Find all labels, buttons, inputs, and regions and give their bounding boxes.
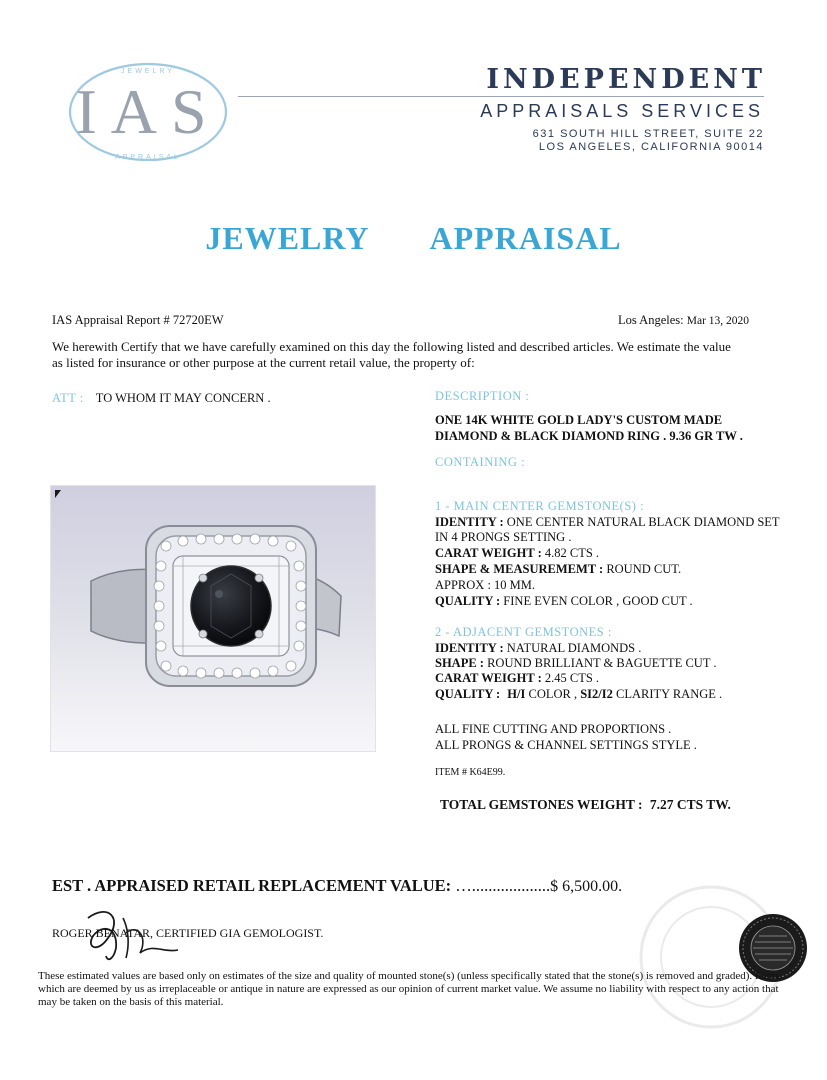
ring-photo — [50, 485, 376, 752]
appraised-value-row — [52, 876, 622, 896]
certify-line2: as listed for insurance or other purpose at the current retail value, the property of: — [52, 355, 475, 370]
report-date — [618, 313, 749, 328]
att-row — [52, 389, 271, 407]
total-weight-value: 7.27 CTS TW. — [649, 797, 731, 812]
location-label: Los Angeles: — [618, 313, 684, 327]
adjacent-gemstones-heading: 2 - ADJACENT GEMSTONES : — [435, 625, 612, 639]
main-quality-label: QUALITY : — [435, 594, 501, 608]
main-carat-label: CARAT WEIGHT : — [435, 546, 542, 560]
adjacent-shape-label: SHAPE : — [435, 656, 484, 670]
note-settings: ALL PRONGS & CHANNEL SETTINGS STYLE . — [435, 738, 697, 752]
date-value: Mar 13, 2020 — [686, 315, 750, 327]
adjacent-carat-row — [435, 671, 599, 686]
adjacent-shape-value: ROUND BRILLIANT & BAGUETTE CUT . — [487, 656, 717, 670]
company-address-line1: 631 SOUTH HILL STREET, SUITE 22 — [532, 128, 764, 140]
adjacent-carat-value: 2.45 CTS . — [544, 671, 600, 685]
description-label: DESCRIPTION : — [435, 389, 530, 403]
disclaimer: These estimated values are based only on estimates of the size and quality of mounted stone(s) (unless specifically stated that the stone(s) is removed and graded). Items which are deemed by us as irreplaceable or antique in nature are expressed as our opinion of current market value. We assume no liability with respect to any action that may be taken on the basis of this material. — [38, 970, 780, 1008]
main-identity-value: ONE CENTER NATURAL BLACK DIAMOND SET — [506, 515, 780, 529]
containing-label: CONTAINING : — [435, 455, 526, 469]
main-identity-label: IDENTITY : — [435, 515, 504, 529]
logo-ring-text-top: JEWELRY — [121, 68, 175, 75]
logo-ring-text-bottom: APPRAISAL — [115, 154, 181, 161]
main-shape-value: ROUND CUT. — [606, 562, 682, 576]
main-identity-row — [435, 515, 780, 530]
description-line2: DIAMOND & BLACK DIAMOND RING . 9.36 GR TW . — [435, 429, 743, 443]
certify-line1: We herewith Certify that we have carefully examined on this day the following listed and described articles. We estimate the value — [52, 339, 731, 354]
main-carat-value: 4.82 CTS . — [544, 546, 600, 560]
note-cutting: ALL FINE CUTTING AND PROPORTIONS . — [435, 722, 672, 736]
total-weight-row — [440, 797, 731, 813]
appraised-value-label: EST . APPRAISED RETAIL REPLACEMENT VALUE: — [52, 876, 452, 895]
company-address-line2: LOS ANGELES, CALIFORNIA 90014 — [538, 141, 764, 153]
adjacent-quality-color: H/I — [507, 687, 526, 701]
main-approx: APPROX : 10 MM. — [435, 578, 536, 592]
adjacent-identity-value: NATURAL DIAMONDS . — [506, 641, 642, 655]
adjacent-identity-label: IDENTITY : — [435, 641, 504, 655]
report-number — [52, 313, 224, 328]
main-carat-row — [435, 546, 599, 561]
document-title: JEWELRY APPRAISAL — [205, 220, 622, 256]
adjacent-quality-clarity-suffix: CLARITY RANGE . — [616, 687, 723, 701]
att-value: TO WHOM IT MAY CONCERN . — [95, 391, 271, 405]
main-identity-value2: IN 4 PRONGS SETTING . — [435, 530, 572, 544]
appraised-value-amount: $ 6,500.00. — [550, 878, 623, 895]
report-number-value: # 72720EW — [163, 313, 224, 327]
signer-name: ROGER BENATAR, CERTIFIED GIA GEMOLOGIST. — [52, 926, 324, 940]
item-number: ITEM # K64E99. — [435, 767, 506, 778]
ring-image — [51, 486, 375, 751]
adjacent-identity-row — [435, 641, 641, 656]
att-label: ATT : — [52, 391, 84, 405]
header-rule — [238, 96, 764, 97]
company-name: INDEPENDENT — [486, 64, 766, 95]
main-gemstone-heading: 1 - MAIN CENTER GEMSTONE(S) : — [435, 499, 645, 513]
main-quality-row — [435, 594, 693, 609]
adjacent-quality-row — [435, 687, 722, 702]
adjacent-carat-label: CARAT WEIGHT : — [435, 671, 542, 685]
ias-logo-mark — [58, 55, 238, 170]
ias-logo — [58, 55, 238, 170]
main-shape-row — [435, 562, 681, 577]
total-weight-label: TOTAL GEMSTONES WEIGHT : — [440, 797, 643, 812]
adjacent-shape-row — [435, 656, 716, 671]
logo-letters: IAS — [75, 76, 221, 147]
report-number-label: IAS Appraisal Report — [52, 313, 161, 327]
adjacent-quality-color-suffix: COLOR , — [528, 687, 578, 701]
description-line1: ONE 14K WHITE GOLD LADY'S CUSTOM MADE — [435, 413, 723, 427]
main-shape-label: SHAPE & MEASUREMEMT : — [435, 562, 604, 576]
main-quality-value: FINE EVEN COLOR , GOOD CUT . — [503, 594, 693, 608]
adjacent-quality-label: QUALITY : — [435, 687, 501, 701]
appraised-value-dots: …................... — [455, 876, 551, 895]
adjacent-quality-clarity: SI2/I2 — [580, 687, 613, 701]
company-subtitle: APPRAISALS SERVICES — [480, 101, 764, 121]
